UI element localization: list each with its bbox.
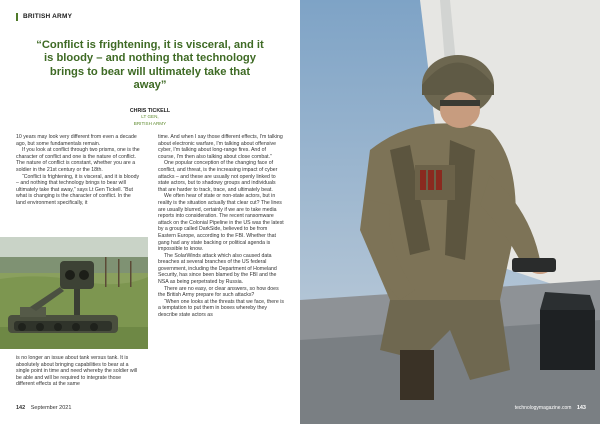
article-column-b — [16, 355, 140, 388]
page-number: 143 — [576, 405, 586, 411]
paragraph: The SolarWinds attack which also caused data breaches at several branches of the US federal government, including the Department of Homeland Security, has since been blamed by the FBI and the NSA as being perpetrated by Russia. — [158, 252, 277, 286]
robot-vehicle-illustration — [0, 237, 148, 349]
paragraph: “Conflict is frightening, it is visceral, and it is bloody – and nothing that technology brings to bear will ultimately take that away,” says Lt Gen Tickell. “But what is changing is the character of conflict. In the land environment specifically, it — [16, 173, 140, 206]
paragraph: One popular conception of the changing face of conflict, and threat, is the increasing impact of cyber attacks – and these are usually not openly linked to state actors, but to shadowy groups and individuals that are harder to track, trace, and ultimately beat. — [158, 160, 278, 193]
paragraph: We often hear of state or non-state actors, but in reality is the situation actually that clear cut? The lines are usually blurred, certainly if we are to take media reports into consideration. The recent ransomware attack on the Colonial Pipeline in the US was the latest by a group called DarkSide, believed to be from Eastern Europe, according to the FBI. Whether that gang had any state backing or political agenda is impossible to know. — [158, 193, 284, 253]
issue-date: September 2021 — [30, 405, 72, 411]
page-number: 142 — [16, 405, 26, 411]
robot-vehicle-photo — [0, 237, 148, 349]
paragraph: There are no easy, or clear answers, so how does the British Army prepare for such attacks? — [158, 285, 279, 299]
byline-rank: LT GEN, — [141, 114, 159, 120]
article-column-a — [16, 134, 140, 207]
site-url: technologymagazine.com — [514, 405, 572, 411]
byline-org: BRITISH ARMY — [133, 120, 167, 126]
paragraph: “When one looks at the threats that we face, there is a temptation to put them in boxes whereby they describe state actors as — [158, 298, 284, 319]
paragraph: is no longer an issue about tank versus tank. It is absolutely about bringing capabilities to bear at a single point in time and need whereby the soldier will be able and will be required to integrate those different effects at the same — [16, 355, 138, 388]
byline-name: CHRIS TICKELL — [129, 108, 171, 114]
soldier-illustration — [300, 0, 600, 424]
byline — [0, 108, 300, 127]
soldier-photo — [300, 0, 600, 424]
section-tag: BRITISH ARMY — [16, 13, 72, 21]
paragraph: time. And when I say those different effects, I'm talking about electronic warfare, I'm talking about offensive cyber, I'm talking about long-range fires. And of course, I'm then also talking about close combat.” — [158, 134, 283, 160]
footer-left — [16, 405, 71, 411]
article-column-c — [158, 134, 284, 319]
paragraph: 10 years may look very different from even a decade ago, but some fundamentals remain. — [16, 134, 137, 147]
paragraph: If you look at conflict through two prisms, one is the character of conflict and one is the nature of conflict. The nature of conflict is constant, whether you are a soldier in the 21st century or the 18th. — [16, 147, 140, 173]
footer-right — [515, 405, 586, 411]
pull-quote: “Conflict is frightening, it is visceral, and it is bloody – and nothing that technology brings to bear will ultimately take that away” — [36, 39, 264, 92]
